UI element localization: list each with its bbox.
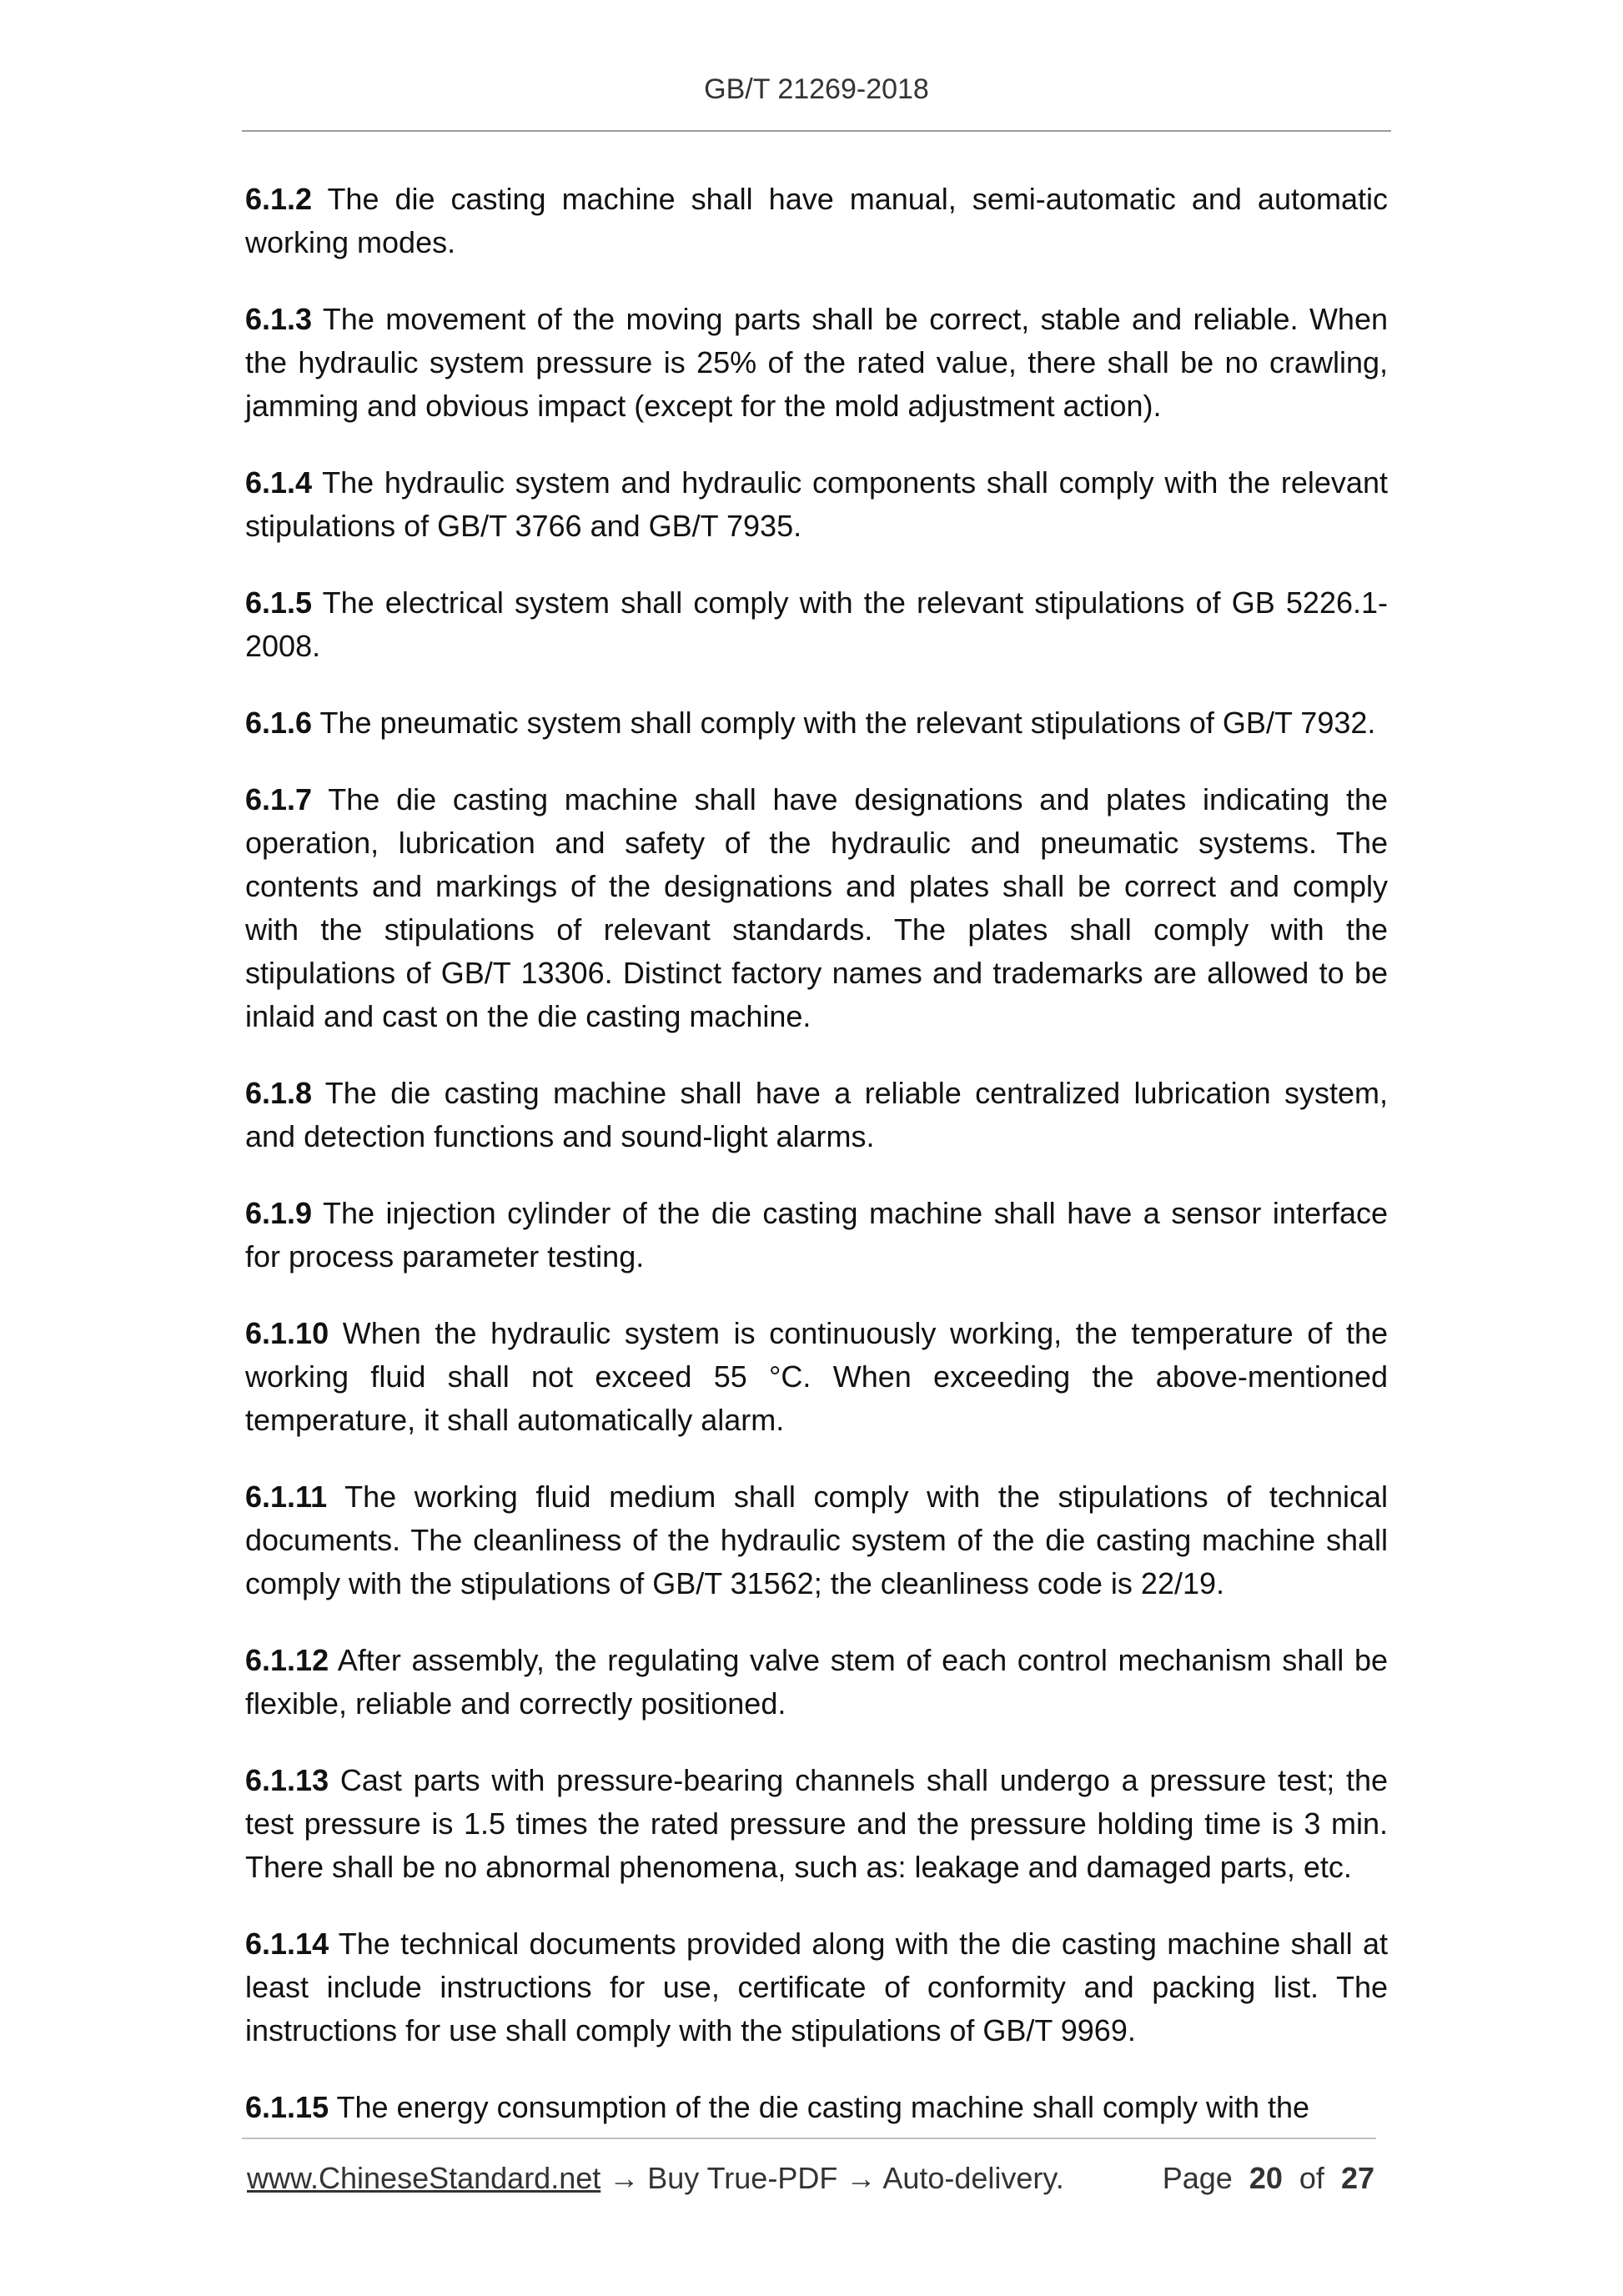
clause-number: 6.1.15: [245, 2090, 329, 2124]
promo-text: → Buy True-PDF → Auto-delivery.: [600, 2161, 1064, 2195]
clause-number: 6.1.5: [245, 585, 313, 620]
footer-divider: [242, 2138, 1376, 2139]
page-footer: [247, 2155, 1374, 2202]
standard-code: GB/T 21269-2018: [704, 73, 929, 105]
clause-number: 6.1.3: [245, 302, 313, 336]
header-divider: [242, 130, 1391, 132]
total-page-count: 27: [1340, 2161, 1374, 2195]
clause-text: The energy consumption of the die casting machine shall comply with the: [336, 2090, 1310, 2124]
clause-text: The die casting machine shall have designations and plates indicating the operation, lubrication and safety of the hydraulic and pneumatic systems. The contents and markings of the designations and plates shall be correct and comply with the stipulations of relevant standards. The plates shall comply with the stipulations of GB/T 13306. Distinct factory names and trademarks are allowed to be inlaid and cast on the die casting machine.: [245, 782, 1388, 1033]
clause-6-1-6: [245, 701, 1388, 745]
page-header: [242, 73, 1391, 106]
clause-text: The electrical system shall comply with the relevant stipulations of GB 5226.1-2008.: [245, 585, 1389, 663]
clause-number: 6.1.4: [245, 465, 313, 500]
clause-6-1-7: [245, 778, 1388, 1038]
clause-6-1-13: [245, 1759, 1388, 1889]
clause-number: 6.1.8: [245, 1076, 313, 1110]
clause-text: The die casting machine shall have a reliable centralized lubrication system, and detection functions and sound-light alarms.: [245, 1076, 1388, 1153]
clause-number: 6.1.2: [245, 182, 313, 216]
clause-text: When the hydraulic system is continuously working, the temperature of the working fluid shall not exceed 55 °C. When exceeding the above-mentioned temperature, it shall automatically alarm.: [245, 1316, 1388, 1437]
page-indicator: [1163, 2155, 1374, 2202]
clause-number: 6.1.13: [245, 1763, 329, 1797]
clause-6-1-8: [245, 1072, 1388, 1158]
clause-number: 6.1.7: [245, 782, 313, 816]
clause-6-1-14: [245, 1922, 1388, 2052]
clause-6-1-2: [245, 178, 1388, 264]
clause-text: The working fluid medium shall comply with the stipulations of technical documents. The cleanliness of the hydraulic system of the die casting machine shall comply with the stipulations of GB/T 31562; the cleanliness code is 22/19.: [245, 1480, 1389, 1600]
page-label: Page: [1162, 2161, 1233, 2195]
clause-6-1-3: [245, 298, 1388, 428]
clause-number: 6.1.6: [245, 706, 313, 740]
clause-6-1-10: [245, 1312, 1388, 1442]
clause-text: The hydraulic system and hydraulic components shall comply with the relevant stipulations of GB/T 3766 and GB/T 7935.: [245, 465, 1388, 543]
clause-text: The pneumatic system shall comply with the relevant stipulations of GB/T 7932.: [319, 706, 1376, 740]
clause-number: 6.1.9: [245, 1196, 313, 1230]
site-link[interactable]: www.ChineseStandard.net: [247, 2161, 601, 2195]
clause-6-1-15: [245, 2086, 1388, 2129]
clause-number: 6.1.10: [245, 1316, 329, 1350]
clause-text: The injection cylinder of the die casting machine shall have a sensor interface for process parameter testing.: [245, 1196, 1389, 1274]
of-label: of: [1299, 2161, 1324, 2195]
clause-6-1-4: [245, 461, 1388, 548]
clause-6-1-12: [245, 1639, 1388, 1726]
clause-number: 6.1.14: [245, 1927, 329, 1961]
document-body: [245, 178, 1388, 2163]
clause-6-1-11: [245, 1475, 1388, 1605]
clause-text: After assembly, the regulating valve stem of each control mechanism shall be flexible, reliable and correctly positioned.: [245, 1643, 1388, 1721]
footer-promo: [247, 2155, 1064, 2202]
clause-number: 6.1.11: [245, 1480, 328, 1514]
clause-text: The technical documents provided along with the die casting machine shall at least include instructions for use, certificate of conformity and packing list. The instructions for use shall comply with the stipulations of GB/T 9969.: [245, 1927, 1388, 2047]
current-page-number: 20: [1249, 2161, 1283, 2195]
clause-6-1-9: [245, 1192, 1388, 1279]
clause-6-1-5: [245, 581, 1388, 668]
clause-text: Cast parts with pressure-bearing channels shall undergo a pressure test; the test pressure is 1.5 times the rated pressure and the pressure holding time is 3 min. There shall be no abnormal phenomena, such as: leakage and damaged parts, etc.: [245, 1763, 1389, 1884]
clause-text: The die casting machine shall have manual, semi-automatic and automatic working modes.: [245, 182, 1389, 259]
clause-text: The movement of the moving parts shall be correct, stable and reliable. When the hydraulic system pressure is 25% of the rated value, there shall be no crawling, jamming and obvious impact (except for the mold adjustment action).: [245, 302, 1388, 423]
clause-number: 6.1.12: [245, 1643, 329, 1677]
